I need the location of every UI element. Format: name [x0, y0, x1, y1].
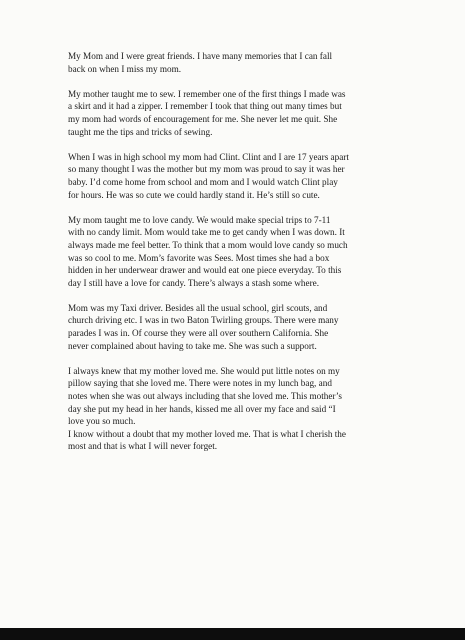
text-line: Mom was my Taxi driver. Besides all the usual school, girl scouts, and: [68, 302, 328, 313]
scan-edge-bar: [0, 628, 465, 640]
text-line: never complained about having to take me. She was such a support.: [68, 340, 317, 351]
text-line: My Mom and I were great friends. I have many memories that I can fall: [68, 51, 333, 61]
letter-body: [68, 50, 398, 453]
text-line: most and that is what I will never forget.: [68, 441, 218, 452]
paragraph-taxi: [68, 302, 398, 352]
text-line: day I still have a love for candy. There’s always a stash some where.: [68, 277, 320, 288]
text-line: My mom taught me to love candy. We would make special trips to 7-11: [68, 214, 331, 225]
text-line: When I was in high school my mom had Clint. Clint and I are 17 years apart: [68, 151, 349, 162]
paragraph-gap: [68, 75, 398, 88]
paragraph-gap: [68, 352, 398, 365]
text-line: for hours. He was so cute we could hardly stand it. He’s still so cute.: [68, 189, 320, 200]
text-line: church driving etc. I was in two Baton Twirling groups. There were many: [68, 315, 339, 326]
paragraph-clint: [68, 151, 398, 201]
text-line: back on when I miss my mom.: [68, 63, 182, 74]
text-line: day she put my head in her hands, kissed me all over my face and said “I: [68, 403, 336, 414]
paragraph-candy: [68, 214, 398, 290]
text-line: parades I was in. Of course they were all over southern California. She: [68, 328, 329, 339]
text-line: taught me the tips and tricks of sewing.: [68, 126, 213, 137]
text-line: with no candy limit. Mom would take me to get candy when I was down. It: [68, 227, 345, 238]
text-line: a skirt and it had a zipper. I remember I took that thing out many times but: [68, 101, 342, 112]
text-line: so many thought I was the mother but my mom was proud to say it was her: [68, 164, 345, 175]
text-line: hidden in her underwear drawer and would eat one piece everyday. To this: [68, 265, 342, 276]
text-line: I know without a doubt that my mother loved me. That is what I cherish the: [68, 428, 346, 439]
text-line: pillow saying that she loved me. There were notes in my lunch bag, and: [68, 378, 332, 389]
text-line: My mother taught me to sew. I remember one of the first things I made was: [68, 88, 346, 99]
text-line: was so cool to me. Mom’s favorite was Sees. Most times she had a box: [68, 252, 330, 263]
text-line: my mom had words of encouragement for me. She never let me quit. She: [68, 113, 338, 124]
text-line: I always knew that my mother loved me. She would put little notes on my: [68, 365, 340, 376]
text-line: love you so much.: [68, 416, 136, 427]
paragraph-sewing: [68, 88, 398, 138]
paragraph-friends: [68, 50, 398, 75]
paragraph-notes: [68, 365, 398, 453]
text-line: baby. I’d come home from school and mom and I would watch Clint play: [68, 176, 338, 187]
paragraph-gap: [68, 138, 398, 151]
text-line: notes when she was out always including that she loved me. This mother’s: [68, 391, 342, 402]
paragraph-gap: [68, 201, 398, 214]
paragraph-gap: [68, 289, 398, 302]
text-line: always made me feel better. To think that a mom would love candy so much: [68, 239, 348, 250]
